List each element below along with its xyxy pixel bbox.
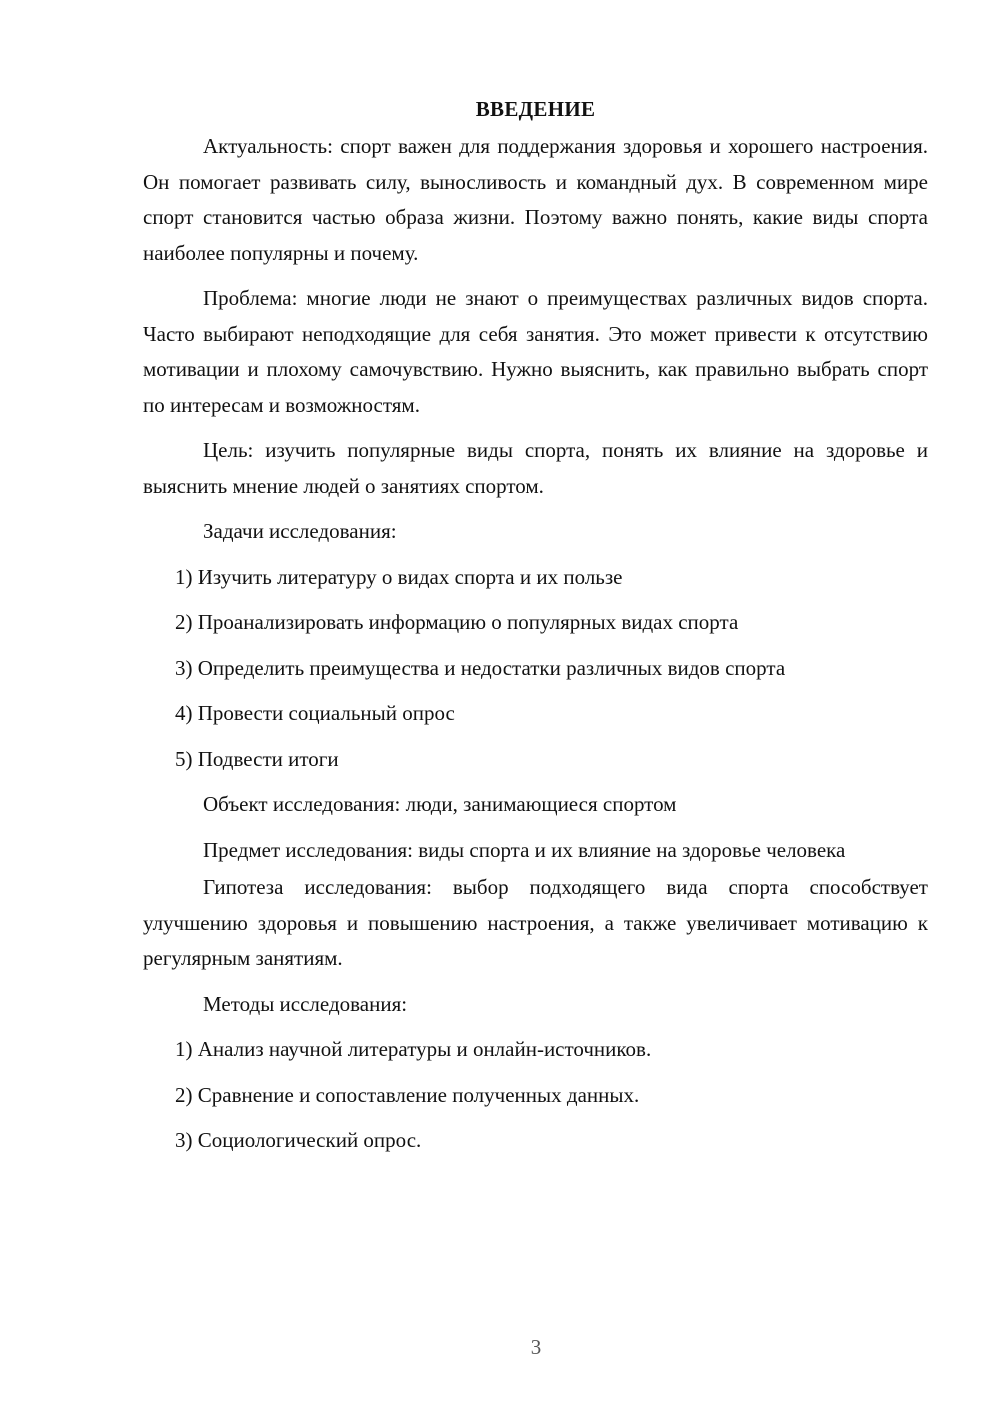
object-paragraph: Объект исследования: люди, занимающиеся спортом: [203, 792, 677, 816]
tasks-label: Задачи исследования:: [203, 519, 397, 543]
task-item: 5) Подвести итоги: [175, 746, 339, 771]
task-item: 2) Проанализировать информацию о популярных видах спорта: [175, 610, 739, 634]
subject-paragraph: Предмет исследования: виды спорта и их влияние на здоровье человека: [203, 837, 846, 862]
problem-paragraph: Проблема: многие люди не знают о преимуществах различных видов спорта. Часто выбирают неподходящие для себя занятия. Это может привести к отсутствию мотивации и плохому самочувствию. Нужно выяснить, как правильно выбрать спорт по интересам и возможностям.: [143, 286, 928, 417]
method-item: 3) Социологический опрос.: [175, 1128, 422, 1152]
page-number: 3: [530, 1335, 542, 1359]
relevance-paragraph: Актуальность: спорт важен для поддержания здоровья и хорошего настроения. Он помогает развивать силу, выносливость и командный дух. В современном мире спорт становится частью образа жизни. Поэтому важно понять, какие виды спорта наиболее популярны и почему.: [143, 134, 928, 265]
task-item: 4) Провести социальный опрос: [175, 701, 455, 725]
method-item: 2) Сравнение и сопоставление полученных данных.: [175, 1082, 640, 1107]
tasks-list: [143, 560, 928, 778]
hypothesis-paragraph: Гипотеза исследования: выбор подходящего вида спорта способствует улучшению здоровья и повышению настроения, а также увеличивает мотивацию к регулярным занятиям.: [143, 875, 928, 970]
document-page: [143, 92, 928, 1169]
task-item: 3) Определить преимущества и недостатки различных видов спорта: [175, 655, 786, 680]
methods-label: Методы исследования:: [203, 991, 408, 1016]
page-title: ВВЕДЕНИЕ: [475, 97, 596, 121]
task-item: 1) Изучить литературу о видах спорта и их пользе: [175, 564, 623, 589]
method-item: 1) Анализ научной литературы и онлайн-источников.: [175, 1037, 652, 1061]
goal-paragraph: Цель: изучить популярные виды спорта, понять их влияние на здоровье и выяснить мнение людей о занятиях спортом.: [143, 438, 928, 498]
methods-list: [143, 1032, 928, 1159]
